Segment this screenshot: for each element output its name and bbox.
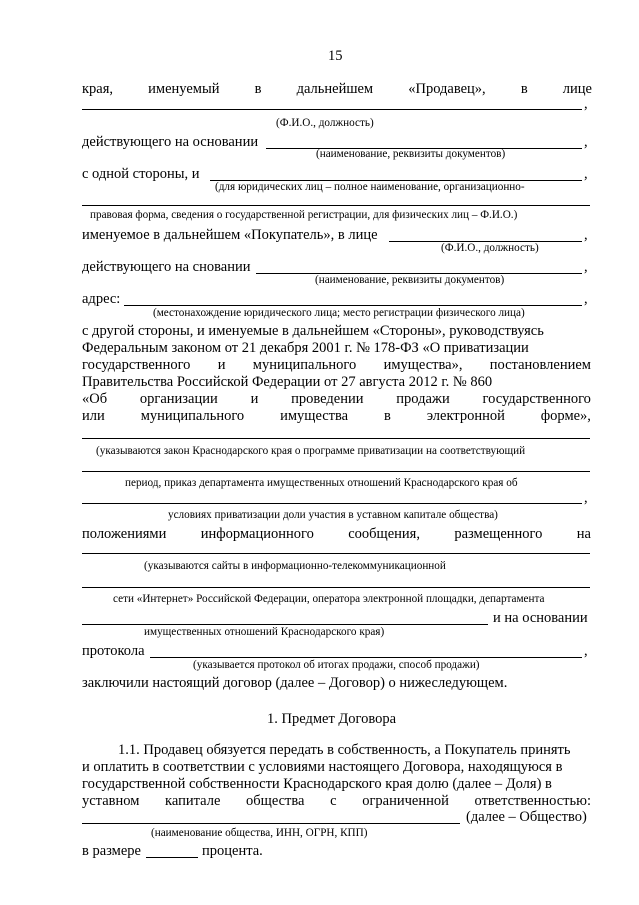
word: края, <box>82 81 114 97</box>
blank-law-reference-1 <box>82 438 590 439</box>
blank-buyer-name-continued <box>82 205 590 206</box>
section-line: государственной собственности Краснодарского края долю (далее – Доля) в <box>82 776 552 792</box>
paragraph-line <box>82 408 591 424</box>
caption-protocol: (указывается протокол об итогах продажи, способ продажи) <box>193 659 480 671</box>
word: проведении <box>291 391 364 407</box>
caption-websites-2: сети «Интернет» Российской Федерации, оператора электронной площадки, департамента <box>113 593 545 605</box>
caption-documents-2: (наименование, реквизиты документов) <box>315 274 505 286</box>
word: «Продавец», <box>408 81 486 97</box>
word: в <box>520 81 528 97</box>
word: ограниченной <box>362 793 449 809</box>
section-line: и оплатить в соответствии с условиями настоящего Договора, находящуюся в <box>82 759 563 775</box>
word: имущества <box>280 408 349 424</box>
comma: , <box>584 134 588 150</box>
word: информационного <box>200 526 314 542</box>
caption-address: (местонахождение юридического лица; место регистрации физического лица) <box>153 307 525 319</box>
word: государственного <box>82 357 191 373</box>
blank-websites-2 <box>82 587 590 588</box>
word: и <box>250 391 259 407</box>
caption-law-reference-2: период, приказ департамента имущественных отношений Краснодарского края об <box>125 477 518 489</box>
paragraph-line <box>82 391 591 407</box>
caption-company: (наименование общества, ИНН, ОГРН, КПП) <box>151 827 368 839</box>
text-and-on-basis: и на основании <box>493 610 588 626</box>
blank-seller-representative <box>82 109 582 110</box>
word: «Об <box>82 391 108 407</box>
comma: , <box>584 291 588 307</box>
paragraph-line: Федеральным законом от 21 декабря 2001 г. № 178-ФЗ «О приватизации <box>82 340 529 356</box>
comma: , <box>584 643 588 659</box>
text-line-seller <box>82 81 592 97</box>
word: именуемый <box>148 81 220 97</box>
caption-websites-3: имущественных отношений Краснодарского края) <box>144 626 385 638</box>
text-hereinafter-company: (далее – Общество) <box>466 809 587 825</box>
section-heading: 1. Предмет Договора <box>267 711 397 727</box>
text-percent: процента. <box>202 843 263 859</box>
caption-documents-1: (наименование, реквизиты документов) <box>316 148 506 160</box>
caption-legal-entity-2: правовая форма, сведения о государственной регистрации, для физических лиц – Ф.И.О.) <box>90 209 518 221</box>
word: лице <box>562 81 592 97</box>
text-provisions-line <box>82 526 591 542</box>
word: или <box>82 408 105 424</box>
paragraph-line: с другой стороны, и именуемые в дальнейшем «Стороны», руководствуясь <box>82 323 544 339</box>
text-concluded: заключили настоящий договор (далее – Договор) о нижеследующем. <box>82 675 508 691</box>
caption-fio-position-2: (Ф.И.О., должность) <box>441 242 539 254</box>
word: дальнейшем <box>296 81 374 97</box>
word: капитале <box>165 793 221 809</box>
section-line: 1.1. Продавец обязуется передать в собственность, а Покупатель принять <box>118 742 571 758</box>
word: имущества», <box>383 357 463 373</box>
word: положениями <box>82 526 167 542</box>
section-line <box>82 793 591 809</box>
blank-percent <box>146 857 198 858</box>
comma: , <box>584 227 588 243</box>
word: в <box>384 408 391 424</box>
word: постановлением <box>489 357 591 373</box>
blank-law-reference-2 <box>82 471 590 472</box>
blank-websites-3 <box>82 624 488 625</box>
text-acting-basis-2: действующего на сновании <box>82 259 251 275</box>
page-number: 15 <box>328 48 343 64</box>
blank-address <box>124 305 582 306</box>
caption-legal-entity-1: (для юридических лиц – полное наименование, организационно- <box>215 181 525 193</box>
blank-protocol <box>150 657 582 658</box>
word: продажи <box>396 391 450 407</box>
word: общества <box>246 793 305 809</box>
word: муниципального <box>252 357 357 373</box>
caption-law-reference-3: условиях приватизации доли участия в уставном капитале общества) <box>168 509 498 521</box>
word: в <box>254 81 262 97</box>
blank-websites-1 <box>82 553 590 554</box>
word: размещенного <box>454 526 543 542</box>
paragraph-line: Правительства Российской Федерации от 27 августа 2012 г. № 860 <box>82 374 493 390</box>
text-one-side: с одной стороны, и <box>82 166 200 182</box>
comma: , <box>584 490 588 506</box>
caption-fio-position-1: (Ф.И.О., должность) <box>276 117 374 129</box>
word: на <box>576 526 591 542</box>
word: с <box>330 793 337 809</box>
comma: , <box>584 96 588 112</box>
word: ответственностью: <box>474 793 591 809</box>
word: форме», <box>540 408 591 424</box>
word: муниципального <box>140 408 245 424</box>
word: уставном <box>82 793 140 809</box>
word: государственного <box>482 391 591 407</box>
blank-law-reference-3 <box>82 503 582 504</box>
text-in-amount: в размере <box>82 843 141 859</box>
word: организации <box>139 391 218 407</box>
text-buyer-named: именуемое в дальнейшем «Покупатель», в лице <box>82 227 378 243</box>
paragraph-line <box>82 357 591 373</box>
caption-websites-1: (указываются сайты в информационно-телекоммуникационной <box>144 560 446 572</box>
text-address: адрес: <box>82 291 121 307</box>
comma: , <box>584 166 588 182</box>
word: электронной <box>426 408 505 424</box>
text-protocol: протокола <box>82 643 145 659</box>
comma: , <box>584 259 588 275</box>
word: и <box>217 357 226 373</box>
word: сообщения, <box>348 526 420 542</box>
blank-company-name <box>82 823 460 824</box>
text-acting-basis-1: действующего на основании <box>82 134 259 150</box>
caption-law-reference-1: (указываются закон Краснодарского края о программе приватизации на соответствующий <box>96 445 526 457</box>
